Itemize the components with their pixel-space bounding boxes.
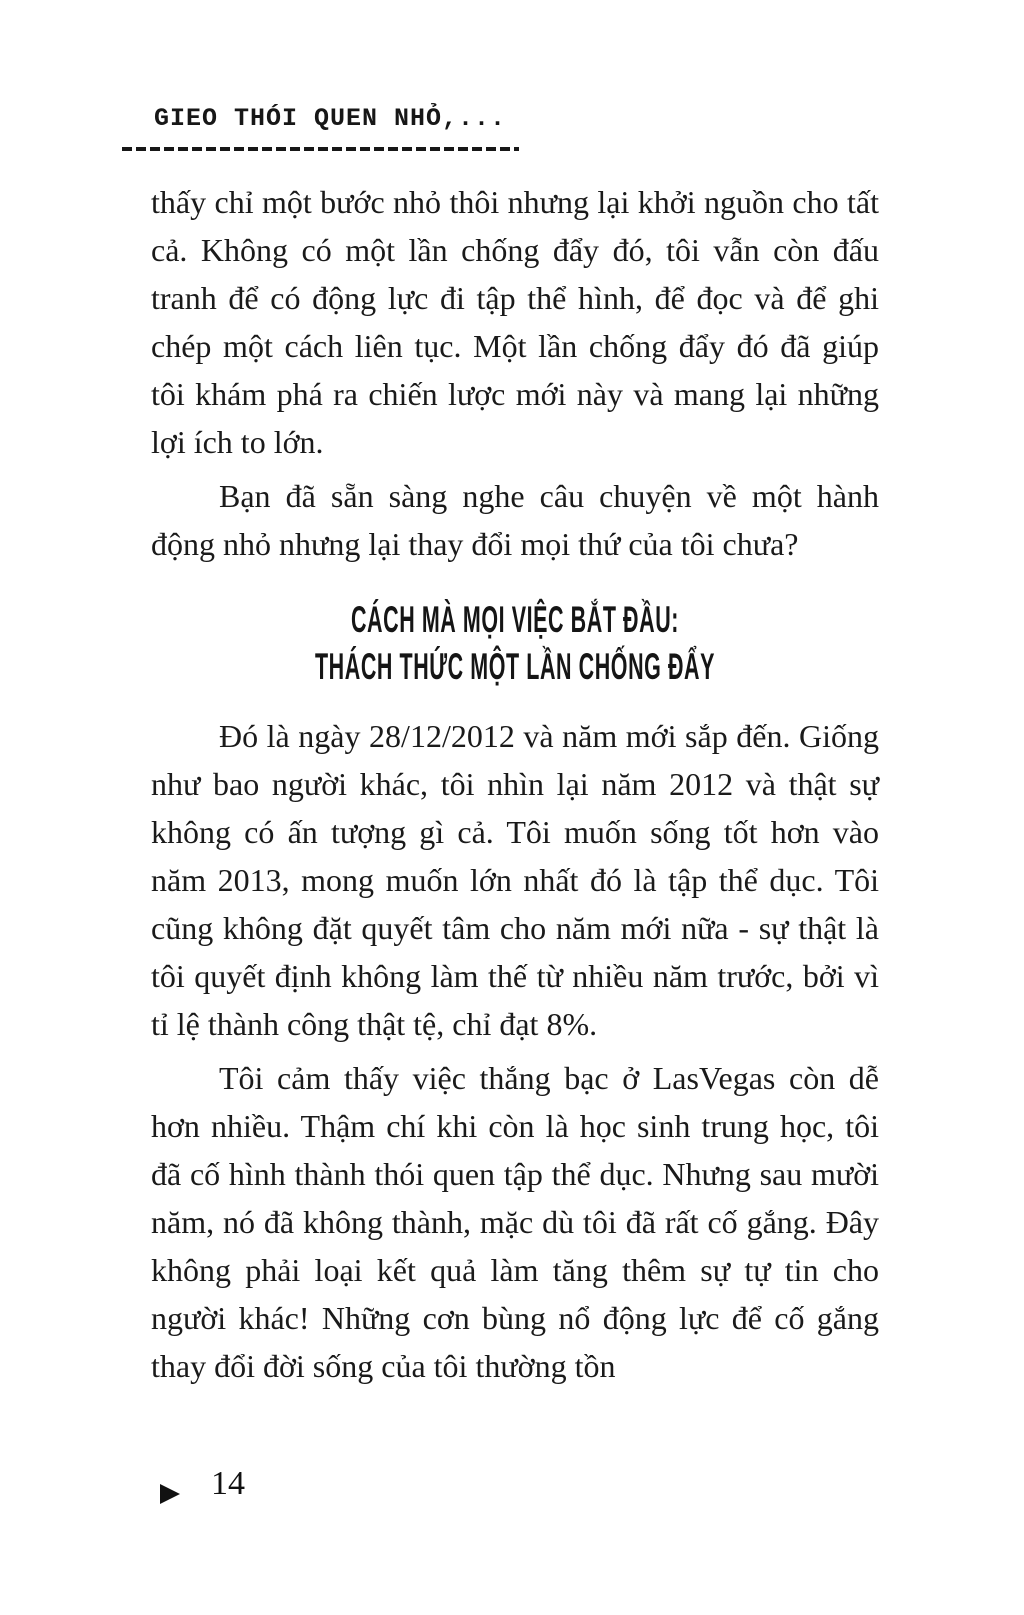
section-heading <box>151 596 879 690</box>
section-heading-line2: THÁCH THỨC MỘT LẦN CHỐNG ĐẨY <box>314 646 716 687</box>
paragraph: Tôi cảm thấy việc thắng bạc ở LasVegas còn dễ hơn nhiều. Thậm chí khi còn là học sinh trung học, tôi đã cố hình thành thói quen tập thể dục. Nhưng sau mười năm, nó đã không thành, mặc dù tôi đã rất cố gắng. Đây không phải loại kết quả làm tăng thêm sự tự tin cho người khác! Những cơn bùng nổ động lực để cố gắng thay đổi đời sống của tôi thường tồn <box>151 1060 879 1384</box>
page-number: 14 <box>211 1465 245 1502</box>
paragraph: Đó là ngày 28/12/2012 và năm mới sắp đến. Giống như bao người khác, tôi nhìn lại năm 2012 và thật sự không có ấn tượng gì cả. Tôi muốn sống tốt hơn vào năm 2013, mong muốn lớn nhất đó là tập thể dục. Tôi cũng không đặt quyết tâm cho năm mới nữa - sự thật là tôi quyết định không làm thế từ nhiều năm trước, bởi vì tỉ lệ thành công thật tệ, chỉ đạt 8%. <box>151 718 879 1042</box>
paragraph: Bạn đã sẵn sàng nghe câu chuyện về một hành động nhỏ nhưng lại thay đổi mọi thứ của tôi chưa? <box>151 478 879 562</box>
header-dashed-rule <box>122 147 519 151</box>
triangle-right-icon <box>160 1484 180 1504</box>
page-content <box>151 178 879 1390</box>
paragraph: thấy chỉ một bước nhỏ thôi nhưng lại khởi nguồn cho tất cả. Không có một lần chống đẩy đó, tôi vẫn còn đấu tranh để có động lực đi tập thể hình, để đọc và để ghi chép một cách liên tục. Một lần chống đẩy đó đã giúp tôi khám phá ra chiến lược mới này và mang lại những lợi ích to lớn. <box>151 184 879 460</box>
running-header: GIEO THÓI QUEN NHỎ,... <box>154 104 507 133</box>
section-heading-line1: CÁCH MÀ MỌI VIỆC BẮT ĐẦU: <box>350 599 680 640</box>
